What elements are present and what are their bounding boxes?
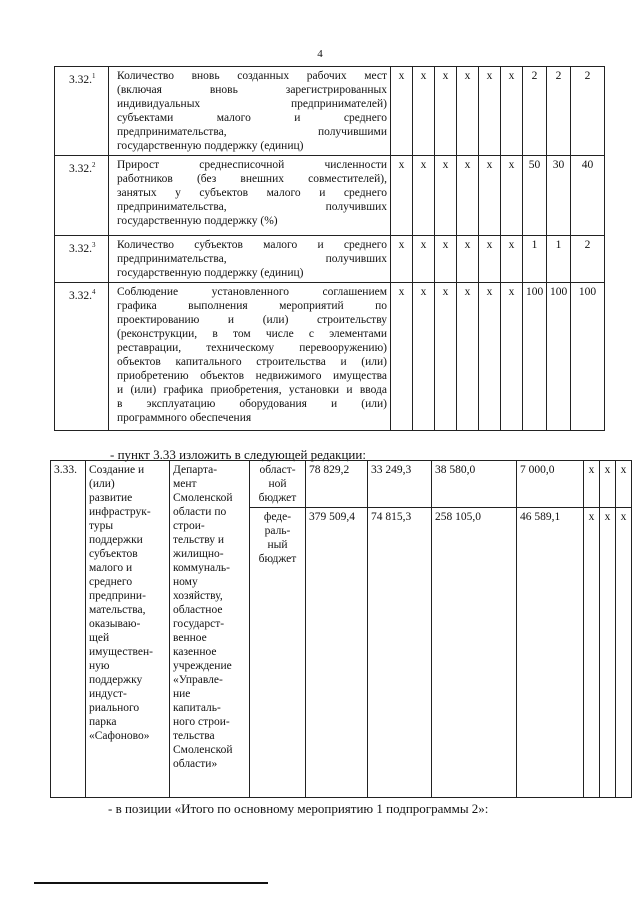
value-cell: 46 589,1: [517, 508, 584, 798]
text-line: предприни-: [89, 590, 146, 602]
value-cell: 2: [571, 67, 605, 156]
x-cell: х: [479, 283, 501, 431]
text-line: област-: [259, 464, 296, 476]
text-line: мент: [173, 478, 197, 490]
row-number-sup: 1: [92, 72, 96, 80]
x-cell: х: [616, 461, 632, 508]
measure-name: [86, 461, 170, 798]
text-line: индивидуальных предпринимателей): [117, 98, 387, 110]
value-cell: 1: [523, 236, 547, 283]
x-cell: х: [501, 156, 523, 236]
text-line: ного строи-: [173, 716, 230, 728]
measure-table: [50, 460, 632, 798]
text-line: субъектами малого и среднего: [117, 112, 387, 124]
measure-number: 3.33.: [51, 461, 86, 798]
value-cell: 38 580,0: [432, 461, 517, 508]
text-line: малого и: [89, 562, 133, 574]
text-line: жилищно-: [173, 548, 224, 560]
text-line: государственную поддержку (единиц): [117, 140, 304, 152]
text-line: туры: [89, 520, 114, 532]
x-cell: х: [479, 156, 501, 236]
indicator-description: [109, 156, 391, 236]
text-line: раль-: [264, 525, 291, 537]
text-line: государственную поддержку (единиц): [117, 267, 304, 279]
text-line: государст-: [173, 618, 225, 630]
row-number-text: 3.32.: [69, 242, 92, 255]
x-cell: х: [479, 236, 501, 283]
row-number-sup: 4: [92, 288, 96, 296]
text-line: ную: [89, 660, 110, 672]
text-line: индуст-: [89, 688, 127, 700]
row-number: [55, 156, 109, 236]
x-cell: х: [391, 67, 413, 156]
x-cell: х: [501, 283, 523, 431]
text-line: учреждение: [173, 660, 232, 672]
row-number-sup: 3: [92, 241, 96, 249]
x-cell: х: [391, 156, 413, 236]
footer-rule: [34, 882, 268, 884]
text-line: государственную поддержку (%): [117, 215, 278, 227]
value-cell: 100: [571, 283, 605, 431]
text-line: объектов капитального строительства и (или): [117, 356, 387, 368]
text-line: (реконструкции, в том числе с элементами: [117, 328, 387, 340]
indicator-description: [109, 67, 391, 156]
indicators-table: [54, 66, 605, 431]
x-cell: х: [435, 283, 457, 431]
text-line: работников (без внешних совместителей),: [117, 173, 387, 185]
text-line: (включая вновь зарегистрированных: [117, 84, 387, 96]
x-cell: х: [584, 461, 600, 508]
value-cell: 40: [571, 156, 605, 236]
x-cell: х: [501, 67, 523, 156]
row-number: [55, 283, 109, 431]
text-line: и (или) графика приобретения, установки и ввода: [117, 384, 387, 396]
value-cell: 258 105,0: [432, 508, 517, 798]
text-line: строи-: [173, 520, 205, 532]
text-line: мательства,: [89, 604, 146, 616]
text-line: щей: [89, 632, 110, 644]
text-line: Смоленской: [173, 492, 233, 504]
text-line: области»: [173, 758, 218, 770]
text-line: Смоленской: [173, 744, 233, 756]
table-row: [55, 156, 605, 236]
value-cell: 50: [523, 156, 547, 236]
text-line: парка: [89, 716, 117, 728]
text-line: Прирост среднесписочной численности: [117, 159, 387, 171]
text-line: реставрации, техническому перевооружению): [117, 342, 387, 354]
value-cell: 74 815,3: [368, 508, 432, 798]
indicator-description: [109, 236, 391, 283]
text-line: ной: [268, 478, 287, 490]
x-cell: х: [435, 67, 457, 156]
x-cell: х: [413, 236, 435, 283]
text-line: поддержки: [89, 534, 143, 546]
table-row: [55, 236, 605, 283]
text-line: Количество субъектов малого и среднего: [117, 239, 387, 251]
text-line: в эксплуатацию оборудования и (или): [117, 398, 387, 410]
text-line: венное: [173, 632, 207, 644]
text-line: проектированию и (или) строительству: [117, 314, 387, 326]
source-regional: [250, 461, 306, 508]
text-line: Создание и: [89, 464, 145, 476]
value-cell: 2: [547, 67, 571, 156]
value-cell: 100: [523, 283, 547, 431]
x-cell: х: [413, 283, 435, 431]
text-line: графика выполнения мероприятий по: [117, 300, 387, 312]
table-row: [55, 283, 605, 431]
text-line: имуществен-: [89, 646, 154, 658]
text-line: «Управле-: [173, 674, 223, 686]
text-line: «Сафоново»: [89, 730, 150, 742]
text-line: тельству и: [173, 534, 225, 546]
indicator-description: [109, 283, 391, 431]
text-line: хозяйству,: [173, 590, 223, 602]
value-cell: 1: [547, 236, 571, 283]
measure-executor: [170, 461, 250, 798]
x-cell: х: [501, 236, 523, 283]
text-line: области по: [173, 506, 227, 518]
x-cell: х: [391, 283, 413, 431]
x-cell: х: [600, 461, 616, 508]
text-line: ному: [173, 576, 198, 588]
text-line: поддержку: [89, 674, 143, 686]
x-cell: х: [413, 156, 435, 236]
row-number-text: 3.32.: [69, 73, 92, 86]
text-line: инфраструк-: [89, 506, 151, 518]
text-line: капиталь-: [173, 702, 221, 714]
caption-point-3-33: - пункт 3.33 изложить в следующей редакции:: [110, 447, 366, 462]
text-line: (или): [89, 478, 115, 490]
x-cell: х: [457, 156, 479, 236]
value-cell: 7 000,0: [517, 461, 584, 508]
value-cell: 379 509,4: [306, 508, 368, 798]
row-number-text: 3.32.: [69, 162, 92, 175]
x-cell: х: [435, 156, 457, 236]
text-line: предпринимательства, получивших: [117, 253, 387, 265]
x-cell: х: [435, 236, 457, 283]
value-cell: 2: [523, 67, 547, 156]
text-line: ный: [267, 539, 288, 551]
text-line: Департа-: [173, 464, 218, 476]
text-line: ние: [173, 688, 191, 700]
x-cell: х: [600, 508, 616, 798]
x-cell: х: [391, 236, 413, 283]
x-cell: х: [457, 236, 479, 283]
value-cell: 78 829,2: [306, 461, 368, 508]
x-cell: х: [584, 508, 600, 798]
text-line: программного обеспечения: [117, 412, 252, 424]
table-row: [55, 67, 605, 156]
row-number-text: 3.32.: [69, 289, 92, 302]
value-cell: 33 249,3: [368, 461, 432, 508]
text-line: предпринимательства, получившими: [117, 126, 387, 138]
row-number: [55, 236, 109, 283]
x-cell: х: [616, 508, 632, 798]
text-line: бюджет: [258, 553, 297, 565]
text-line: областное: [173, 604, 223, 616]
text-line: занятых у субъектов малого и среднего: [117, 187, 387, 199]
text-line: феде-: [263, 511, 292, 523]
text-line: коммуналь-: [173, 562, 231, 574]
x-cell: х: [457, 67, 479, 156]
x-cell: х: [479, 67, 501, 156]
text-line: приобретению объектов недвижимого имущества: [117, 370, 387, 382]
text-line: предпринимательства, получивших: [117, 201, 387, 213]
x-cell: х: [457, 283, 479, 431]
text-line: развитие: [89, 492, 133, 504]
caption-total: - в позиции «Итого по основному мероприятию 1 подпрограммы 2»:: [108, 801, 489, 816]
text-line: риального: [89, 702, 140, 714]
text-line: оказываю-: [89, 618, 141, 630]
page-number: 4: [317, 48, 323, 60]
text-line: Количество вновь созданных рабочих мест: [117, 70, 387, 82]
row-number: [55, 67, 109, 156]
text-line: бюджет: [258, 492, 297, 504]
value-cell: 30: [547, 156, 571, 236]
value-cell: 100: [547, 283, 571, 431]
value-cell: 2: [571, 236, 605, 283]
row-number-sup: 2: [92, 161, 96, 169]
text-line: Соблюдение установленного соглашением: [117, 286, 387, 298]
text-line: тельства: [173, 730, 215, 742]
text-line: среднего: [89, 576, 133, 588]
text-line: казенное: [173, 646, 217, 658]
text-line: субъектов: [89, 548, 138, 560]
source-federal: [250, 508, 306, 798]
x-cell: х: [413, 67, 435, 156]
